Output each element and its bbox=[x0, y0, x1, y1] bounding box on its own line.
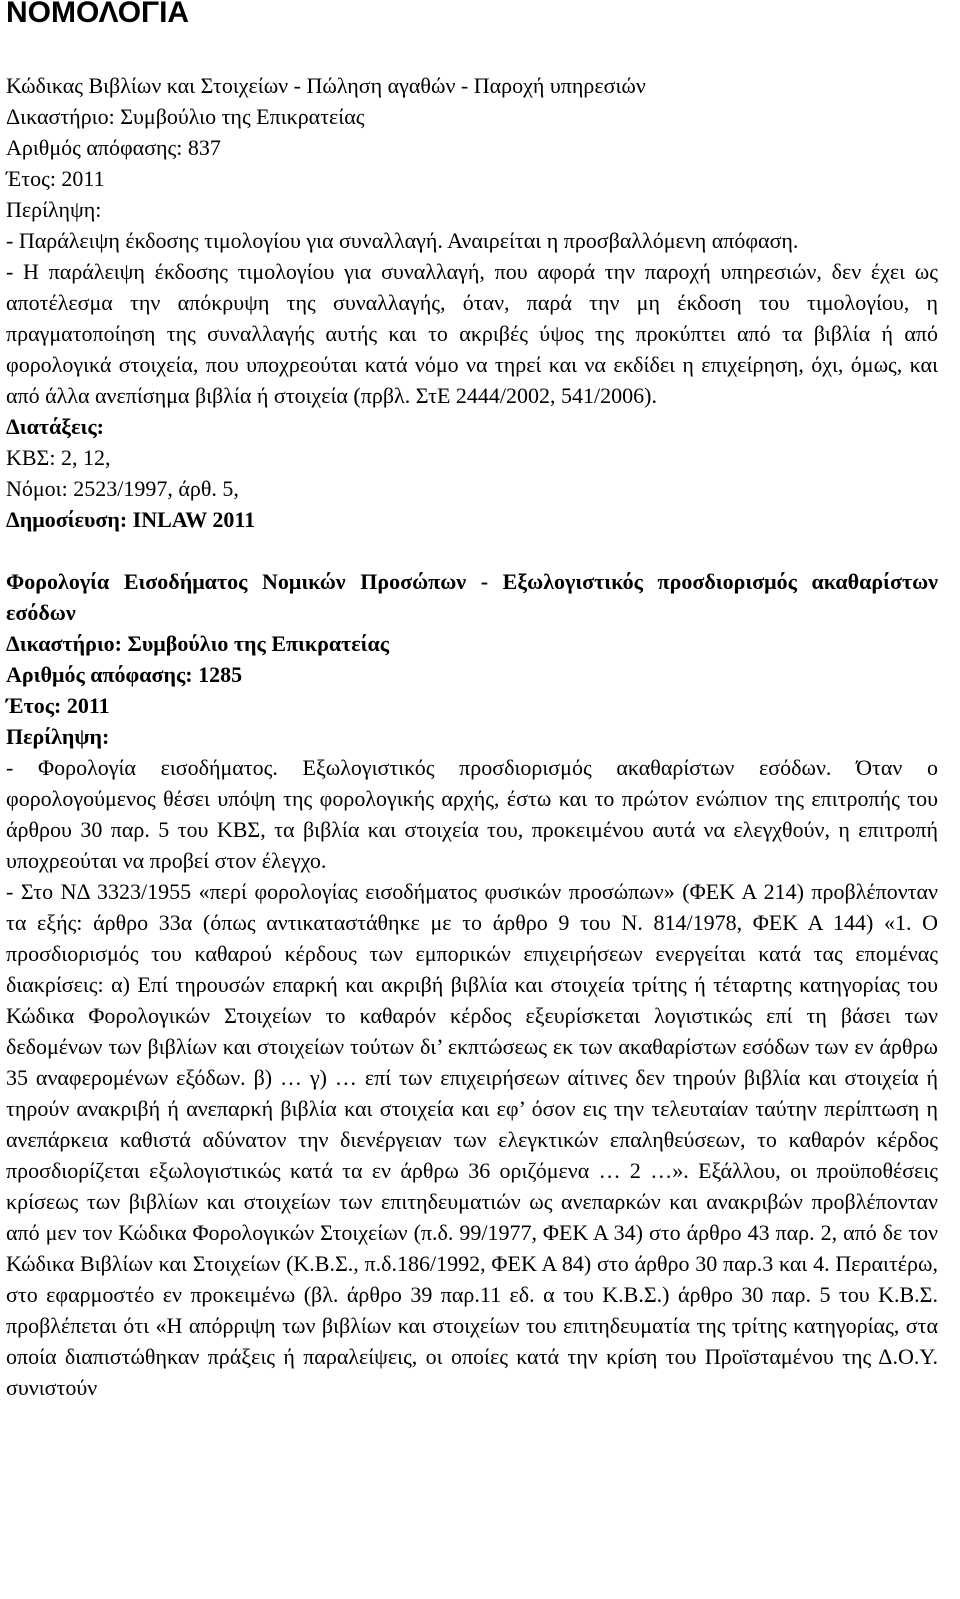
case-summary-paragraph: - Στο ΝΔ 3323/1955 «περί φορολογίας εισοδήματος φυσικών προσώπων» (ΦΕΚ Α 214) προβλέπονταν τα εξής: άρθρο 33α (όπως αντικαταστάθηκε με το άρθρο 9 του Ν. 814/1978, ΦΕΚ Α 144) «1. Ο προσδιορισμός του καθαρού κέρδους των εμπορικών επιχειρήσεων ενεργείται κατά τας επομένας διακρίσεις: α) Επί τηρουσών επαρκή και ακριβή βιβλία και στοιχεία τρίτης ή τέταρτης κατηγορίας του Κώδικα Φορολογικών Στοιχείων το καθαρόν κέρδος εξευρίσκεται λογιστικώς επί τη βάσει των δεδομένων των βιβλίων και στοιχείων τούτων δι’ εκπτώσεως εκ των ακαθαρίστων εσόδων των εν άρθρω 35 αναφερομένων εξόδων. β) … γ) … επί των επιχειρήσεων αίτινες δεν τηρούν βιβλία και στοιχεία ή τηρούν ανακριβή ή ανεπαρκή βιβλία και στοιχεία και εφ’ όσον εις την τελευταίαν ταύτην περίπτωση η ανεπάρκεια καθιστά αδύνατον την διενέργειαν των ελεγκτικών επαληθεύσεων, το καθαρόν κέρδος προσδιορίζεται εξωλογιστικώς κατά τα εν άρθρω 36 οριζόμενα … 2 …». Εξάλλου, οι προϋποθέσεις κρίσεως των βιβλίων και στοιχείων των επιτηδευματιών ως ανεπαρκών και ανακριβών προβλέπονταν από μεν τον Κώδικα Φορολογικών Στοιχείων (π.δ. 99/1977, ΦΕΚ Α 34) στο άρθρο 43 παρ. 2, από δε τον Κώδικα Βιβλίων και Στοιχείων (Κ.Β.Σ., π.δ.186/1992, ΦΕΚ Α 84) στο άρθρο 30 παρ.3 και 4. Περαιτέρω, στο εφαρμοστέο εν προκειμένω (βλ. άρθρο 39 παρ.11 εδ. α του Κ.Β.Σ.) άρθρο 30 παρ. 5 του Κ.Β.Σ. προβλέπεται ότι «Η απόρριψη των βιβλίων και στοιχείων του επιτηδευματία της τρίτης κατηγορίας, στα οποία διαπιστώθηκαν πράξεις ή παραλείψεις, οι οποίες κατά την κρίση του Προϊσταμένου της Δ.Ο.Υ. συνιστούν bbox=[6, 879, 938, 1400]
case-summary-label: Περίληψη: bbox=[6, 197, 102, 222]
case-provisions-item: ΚΒΣ: 2, 12, bbox=[6, 445, 111, 470]
spacer bbox=[6, 38, 938, 70]
case-entry-1 bbox=[6, 70, 938, 535]
case-entry-2 bbox=[6, 566, 938, 1403]
case-summary-label: Περίληψη: bbox=[6, 724, 110, 749]
case-court: Δικαστήριο: Συμβούλιο της Επικρατείας bbox=[6, 631, 390, 656]
case-provisions-label: Διατάξεις: bbox=[6, 414, 104, 439]
document-page bbox=[6, 0, 938, 1403]
page-title: ΝΟΜΟΛΟΓΙΑ bbox=[6, 0, 190, 29]
case-provisions-item: Νόμοι: 2523/1997, άρθ. 5, bbox=[6, 476, 239, 501]
spacer bbox=[6, 535, 938, 566]
case-summary-paragraph: - Παράλειψη έκδοσης τιμολογίου για συναλλαγή. Αναιρείται η προσβαλλόμενη απόφαση. bbox=[6, 228, 799, 253]
case-year: Έτος: 2011 bbox=[6, 693, 110, 718]
case-summary-paragraph: - Η παράλειψη έκδοσης τιμολογίου για συναλλαγή, που αφορά την παροχή υπηρεσιών, δεν έχει ως αποτέλεσμα την απόκρυψη της συναλλαγής, όταν, παρά την μη έκδοση του τιμολογίου, η πραγματοποίηση της συναλλαγής αυτής και το ακριβές ύψος της προκύπτει από τα βιβλία ή από φορολογικά στοιχεία, που υποχρεούται κατά νόμο να τηρεί και να εκδίδει η επιχείρηση, όχι, όμως, και από άλλα ανεπίσημα βιβλία ή στοιχεία (πρβλ. ΣτΕ 2444/2002, 541/2006). bbox=[6, 259, 938, 408]
case-subject: Κώδικας Βιβλίων και Στοιχείων - Πώληση αγαθών - Παροχή υπηρεσιών bbox=[6, 73, 646, 98]
case-decision-number: Αριθμός απόφασης: 837 bbox=[6, 135, 221, 160]
case-decision-number: Αριθμός απόφασης: 1285 bbox=[6, 662, 243, 687]
case-court: Δικαστήριο: Συμβούλιο της Επικρατείας bbox=[6, 104, 365, 129]
case-publication: Δημοσίευση: INLAW 2011 bbox=[6, 507, 256, 532]
case-year: Έτος: 2011 bbox=[6, 166, 105, 191]
case-summary-paragraph: - Φορολογία εισοδήματος. Εξωλογιστικός προσδιορισμός ακαθαρίστων εσόδων. Όταν ο φορολογούμενος θέσει υπόψη της φορολογικής αρχής, έστω και το πρώτον ενώπιον της επιτροπής του άρθρου 30 παρ. 5 του ΚΒΣ, τα βιβλία και στοιχεία του, προκειμένου αυτά να ελεγχθούν, η επιτροπή υποχρεούται να προβεί στον έλεγχο. bbox=[6, 755, 938, 873]
case-subject: Φορολογία Εισοδήματος Νομικών Προσώπων - Εξωλογιστικός προσδιορισμός ακαθαρίστων εσόδων bbox=[6, 569, 938, 625]
